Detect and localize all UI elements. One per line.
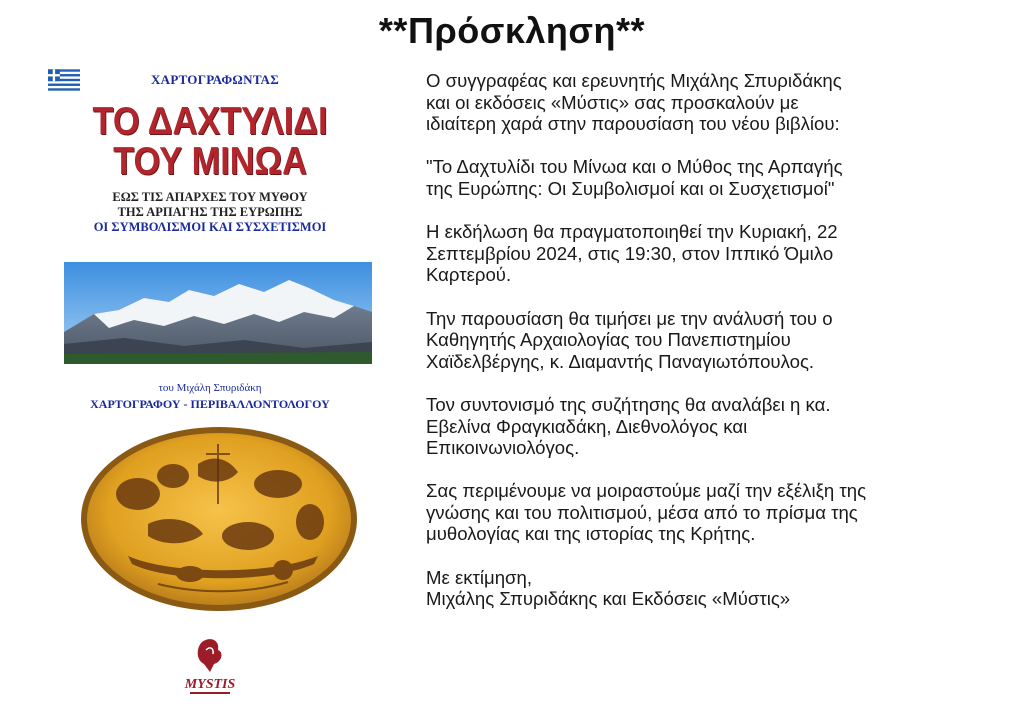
ring-of-minos-image: [78, 424, 360, 614]
cover-subtitle-line2: ΤΗΣ ΑΡΠΑΓΗΣ ΤΗΣ ΕΥΡΩΠΗΣ: [117, 205, 303, 219]
book-cover: [40, 66, 380, 706]
cover-title-line2: ΤΟΥ ΜΙΝΩΑ: [113, 140, 307, 183]
logo-text: MYSTIS: [184, 677, 236, 692]
letter-paragraph-event: Η εκδήλωση θα πραγματοποιηθεί την Κυριακή, 22 Σεπτεμβρίου 2024, στις 19:30, στον Ιππικό Όμιλο Καρτερού.: [426, 221, 838, 286]
cover-subtitle-line1: ΕΩΣ ΤΙΣ ΑΠΑΡΧΕΣ ΤΟΥ ΜΥΘΟΥ: [112, 190, 308, 204]
letter-closing: Με εκτίμηση,: [426, 566, 533, 588]
letter-paragraph-speaker: Την παρουσίαση θα τιμήσει με την ανάλυσή του ο Καθηγητής Αρχαιολογίας του Πανεπιστημίου Χαϊδελβέργης, κ. Διαμαντής Παναγιωτόπουλος.: [426, 307, 833, 372]
cover-title-line1: ΤΟ ΔΑΧΤΥΛΙΔΙ: [92, 100, 328, 143]
letter-book-title: "Το Δαχτυλίδι του Μίνωα και ο Μύθος της Αρπαγής της Ευρώπης: Οι Συμβολισμοί και οι Συσχετισμοί": [426, 156, 843, 199]
letter-paragraph-closing-wish: Σας περιμένουμε να μοιραστούμε μαζί την εξέλιξη της γνώσης και του πολιτισμού, μέσα από το πρίσμα της μυθολογίας και της ιστορίας της Κρήτης.: [426, 480, 867, 545]
letter-paragraph-moderator: Τον συντονισμό της συζήτησης θα αναλάβει η κα. Εβελίνα Φραγκιαδάκη, Διεθνολόγος και Επικοινωνιολόγος.: [426, 393, 831, 459]
cover-author-role: ΧΑΡΤΟΓΡΑΦΟΥ - ΠΕΡΙΒΑΛΛΟΝΤΟΛΟΓΟΥ: [90, 397, 330, 411]
cover-title: [60, 102, 359, 182]
cover-kicker: ΧΑΡΤΟΓΡΑΦΩΝΤΑΣ: [150, 72, 280, 87]
letter-paragraph-intro: Ο συγγραφέας και ερευνητής Μιχάλης Σπυριδάκης και οι εκδόσεις «Μύστις» σας προσκαλούν με ιδιαίτερη χαρά στην παρουσίαση του νέου βιβλίου:: [426, 70, 842, 135]
cover-subtitle: [40, 190, 380, 235]
letter-signature: Μιχάλης Σπυριδάκης και Εκδόσεις «Μύστις»: [426, 588, 791, 610]
greek-flag-icon: [48, 69, 80, 91]
cover-author: του Μιχάλη Σπυριδάκη: [158, 382, 262, 394]
page-title: **Πρόσκληση**: [378, 10, 646, 51]
mystis-logo: [180, 634, 240, 700]
invitation-letter: [426, 70, 1016, 610]
mountain-photo: [64, 262, 372, 364]
cover-subtitle-line3: ΟΙ ΣΥΜΒΟΛΙΣΜΟΙ ΚΑΙ ΣΥΣΧΕΤΙΣΜΟΙ: [93, 220, 327, 234]
